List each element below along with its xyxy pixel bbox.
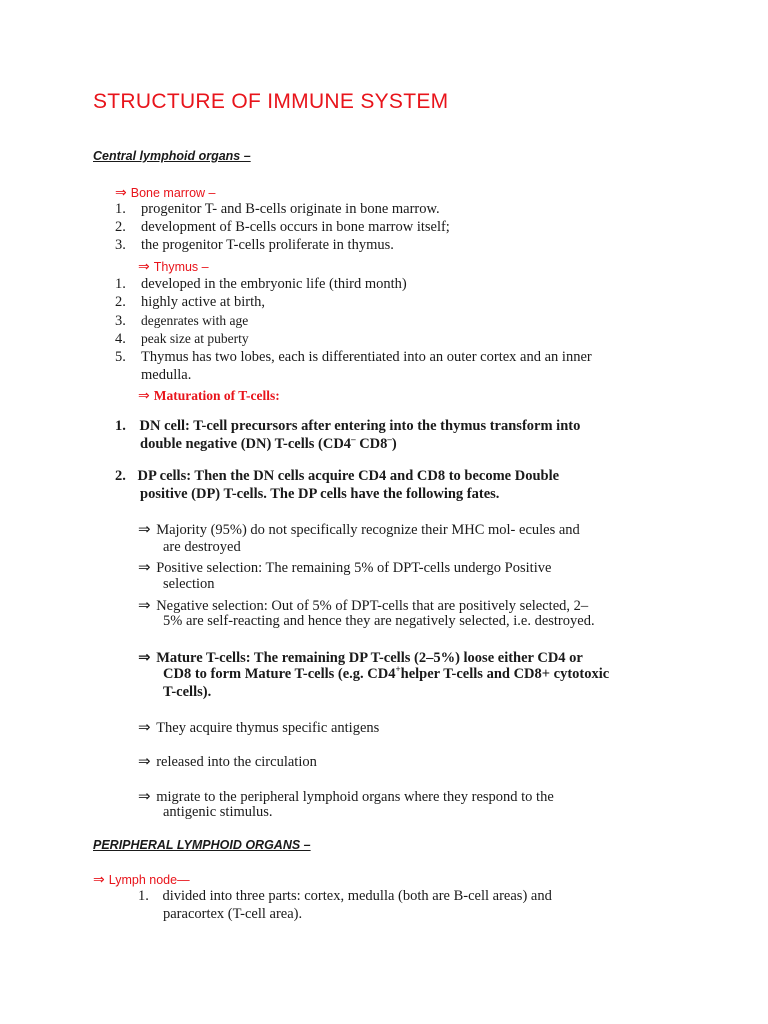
- fate-item: ⇒ migrate to the peripheral lymphoid organs where they respond to the: [138, 787, 554, 805]
- fate-item: ⇒ They acquire thymus specific antigens: [138, 718, 380, 736]
- list-item: 1. developed in the embryonic life (third month): [115, 276, 407, 292]
- subheading-thymus: ⇒ Thymus –: [138, 259, 209, 275]
- mature-tcells-item: ⇒ Mature T-cells: The remaining DP T-cells (2–5%) loose either CD4 or: [138, 648, 583, 666]
- double-right-arrow-icon: ⇒: [138, 752, 151, 770]
- double-right-arrow-icon: ⇒: [138, 388, 150, 404]
- list-item: 5. Thymus has two lobes, each is differentiated into an outer cortex and an inner: [115, 349, 592, 365]
- list-item: 2. development of B-cells occurs in bone marrow itself;: [115, 219, 450, 235]
- double-right-arrow-icon: ⇒: [115, 185, 127, 201]
- fate-item: ⇒ Negative selection: Out of 5% of DPT-cells that are positively selected, 2–: [138, 596, 589, 614]
- fate-item-line2: antigenic stimulus.: [163, 804, 273, 820]
- fate-item: ⇒ released into the circulation: [138, 752, 317, 770]
- section-heading-peripheral: PERIPHERAL LYMPHOID ORGANS –: [93, 838, 311, 852]
- fate-item-line2: selection: [163, 576, 215, 592]
- fate-item: ⇒ Positive selection: The remaining 5% of DPT-cells undergo Positive: [138, 558, 552, 576]
- list-item: 1. divided into three parts: cortex, medulla (both are B-cell areas) and: [138, 888, 552, 904]
- double-right-arrow-icon: ⇒: [138, 648, 151, 666]
- mature-tcells-item-line3: T-cells).: [163, 684, 212, 700]
- double-right-arrow-icon: ⇒: [93, 872, 105, 888]
- page-title: STRUCTURE OF IMMUNE SYSTEM: [93, 90, 449, 113]
- subheading-lymph-node: ⇒ Lymph node—: [93, 872, 190, 888]
- subheading-maturation: ⇒ Maturation of T-cells:: [138, 388, 280, 404]
- double-right-arrow-icon: ⇒: [138, 718, 151, 736]
- double-right-arrow-icon: ⇒: [138, 520, 151, 538]
- dn-cell-item-line2: double negative (DN) T-cells (CD4– CD8–): [140, 434, 397, 452]
- list-item: 4. peak size at puberty: [115, 331, 249, 347]
- fate-item: ⇒ Majority (95%) do not specifically recognize their MHC mol- ecules and: [138, 520, 580, 538]
- list-item-continuation: medulla.: [141, 367, 192, 383]
- subheading-bone-marrow: ⇒ Bone marrow –: [115, 185, 216, 201]
- double-right-arrow-icon: ⇒: [138, 787, 151, 805]
- double-right-arrow-icon: ⇒: [138, 259, 150, 275]
- double-right-arrow-icon: ⇒: [138, 558, 151, 576]
- dp-cell-item-line2: positive (DP) T-cells. The DP cells have the following fates.: [140, 486, 500, 502]
- fate-item-line2: are destroyed: [163, 539, 241, 555]
- dn-cell-item: 1. DN cell: T-cell precursors after entering into the thymus transform into: [115, 418, 581, 434]
- double-right-arrow-icon: ⇒: [138, 596, 151, 614]
- list-item-continuation: paracortex (T-cell area).: [163, 906, 303, 922]
- fate-item-line2: 5% are self-reacting and hence they are negatively selected, i.e. destroyed.: [163, 613, 595, 629]
- list-item: 2. highly active at birth,: [115, 294, 266, 310]
- list-item: 3. the progenitor T-cells proliferate in thymus.: [115, 237, 394, 253]
- mature-tcells-item-line2: CD8 to form Mature T-cells (e.g. CD4+helper T-cells and CD8+ cytotoxic: [163, 664, 610, 682]
- list-item: 1. progenitor T- and B-cells originate in bone marrow.: [115, 201, 440, 217]
- list-item: 3. degenrates with age: [115, 313, 249, 329]
- section-heading-central: Central lymphoid organs –: [93, 149, 251, 163]
- dp-cell-item: 2. DP cells: Then the DN cells acquire CD4 and CD8 to become Double: [115, 468, 560, 484]
